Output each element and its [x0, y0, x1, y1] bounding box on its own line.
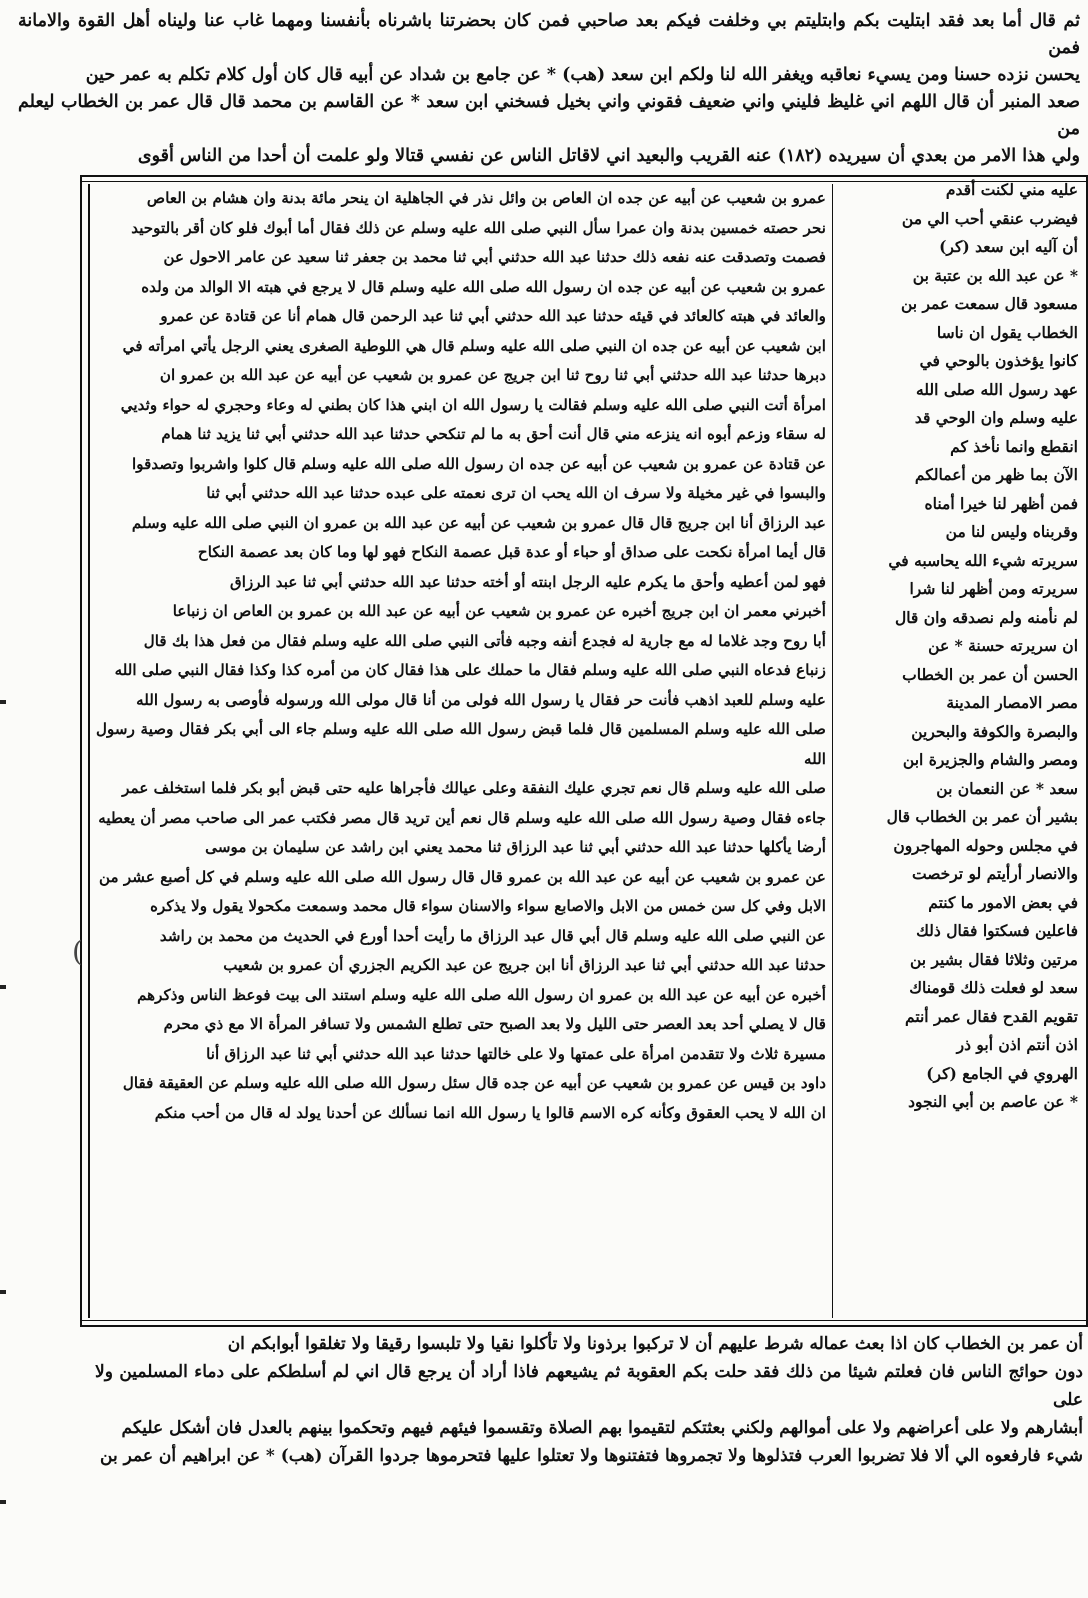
scan-edge-mark	[0, 1290, 6, 1294]
main-line: صلى الله عليه وسلم المسلمين قال فلما قبض رسول الله صلى الله عليه وسلم جاء الى أبي بكر فقال وصية رسول الله	[96, 720, 826, 768]
side-line: * عن عاصم بن أبي النجود	[908, 1092, 1078, 1111]
side-line: لم نأمنه ولم نصدقه وان قال	[894, 607, 1078, 627]
side-line: والانصار أرأيتم لو ترخصت	[911, 864, 1078, 883]
main-line: نحر حصته خمسين بدنة وان عمرا سأل النبي صلى الله عليه وسلم عن ذلك فقال أما أبوك فلو كان أقر بالتوحيد	[131, 218, 826, 237]
main-line: والبسوا في غير مخيلة ولا سرف ان الله يحب ان ترى نعمته على عبده حدثنا عبد الله حدثني أبي ثنا	[206, 484, 826, 502]
main-line: الابل وفي كل سن خمس من الابل والاصابع سواء والاسنان سواء قال محمد وسمعت مكحولا يقول ولا يذكره	[150, 897, 826, 915]
main-line: ابن شعيب عن أبيه عن جده ان النبي صلى الله عليه وسلم قال هي اللوطية الصغرى يعني الرجل يأتي امرأته في	[122, 336, 826, 355]
main-column-text	[88, 184, 833, 1318]
main-line: عمرو بن شعيب عن أبيه عن جده ان العاص بن وائل نذر في الجاهلية ان ينحر مائة بدنة وان هشام بن العاص	[146, 189, 826, 207]
side-line: * عن عبد الله بن عتبة بن	[912, 265, 1078, 285]
scan-edge-mark	[0, 985, 6, 989]
main-line: أخبره عن أبيه عن عبد الله بن عمرو ان رسول الله صلى الله عليه وسلم استند الى بيت فوعظ الناس وذكرهم	[137, 985, 826, 1004]
side-line: في بعض الامور ما كنتم	[928, 892, 1078, 912]
main-line: قال أيما امرأة نكحت على صداق أو حباء أو عدة قبل عصمة النكاح فهو لها وما كان بعد عصمة النكاح	[197, 543, 826, 561]
main-line: له سقاء وزعم أبوه انه ينزعه مني قال أنت أحق به ما لم تنكحي حدثنا عبد الله حدثني أبي ثنا يزيد ثنا همام	[161, 425, 826, 443]
side-line: والبصرة والكوفة والبحرين	[911, 721, 1078, 741]
side-line: الهروي في الجامع (كر)	[926, 1063, 1078, 1083]
side-line: بشير أن عمر بن الخطاب قال	[886, 807, 1078, 826]
side-line: الآن بما ظهر من أعمالكم	[914, 465, 1078, 484]
top-line: يحسن نزده حسنا ومن يسيء نعاقبه ويغفر الله لنا ولكم ابن سعد (هب) * عن جامع بن شداد عن أبيه قال كان أول كلام تكلم به عمر حين	[85, 65, 1080, 85]
side-line: سريرته شيء الله يحاسبه في	[888, 550, 1078, 570]
side-line: مرتين وثلاثا فقال بشير بن	[909, 949, 1078, 969]
bottom-text-block	[95, 1330, 1083, 1470]
main-line: أخبرني معمر ان ابن جريج أخبره عن عمرو بن شعيب عن أبيه عن عبد الله بن عمرو بن العاص ان زنباعا	[172, 602, 826, 620]
main-line: والعائد في هبته كالعائد في قيئه حدثنا عبد الله حدثني أبي ثنا عبد الرحمن قال همام أنا عن قتادة عن عمرو	[160, 307, 826, 325]
main-line: عمرو بن شعيب عن أبيه عن جده ان رسول الله صلى الله عليه وسلم قال لا يرجع في هبته الا الوالد من ولده	[141, 277, 826, 296]
side-line: الحسن أن عمر بن الخطاب	[902, 664, 1078, 684]
side-line: مسعود قال سمعت عمر بن	[900, 294, 1078, 313]
bottom-line: أن عمر بن الخطاب كان اذا بعث عماله شرط عليهم أن لا تركبوا برذونا ولا تأكلوا نقيا ولا تلبسوا رقيقا ولا تغلقوا أبوابكم ان	[227, 1334, 1083, 1354]
side-line: اذن أنتم اذن أبو ذر	[956, 1035, 1078, 1054]
side-line: عليه مني لكنت أقدم	[945, 180, 1078, 199]
main-line: جاءه فقال وصية رسول الله صلى الله عليه وسلم قال نعم أين تريد قال مصر فكتب عمر الى صاحب مصر أن يعطيه	[98, 808, 826, 827]
top-line: ولي هذا الامر من بعدي أن سيريده (١٨٢) عنه القريب والبعيد اني لاقاتل الناس عن نفسي قتالا ولو علمت أن أحدا من الناس أقوى	[137, 146, 1080, 166]
scan-edge-mark	[0, 700, 6, 704]
main-line: مسيرة ثلاث ولا تتقدمن امرأة على عمتها ولا على خالتها حدثنا عبد الله حدثني أبي ثنا عبد الرزاق أنا	[206, 1044, 826, 1063]
side-line: فيضرب عنقي أحب الي من	[901, 208, 1078, 228]
main-line: عن عمرو بن شعيب عن أبيه عن عبد الله بن عمرو قال قال رسول الله صلى الله عليه وسلم في كل أصبع عشر من	[98, 867, 826, 886]
main-line: داود بن قيس عن عمرو بن شعيب عن أبيه عن جده قال سئل رسول الله صلى الله عليه وسلم عن العقيقة فقال	[122, 1074, 826, 1092]
scan-edge-mark	[0, 1500, 6, 1504]
bottom-line: أبشارهم ولا على أعراضهم ولا على أموالهم ولكني بعثتكم لتقيموا بهم الصلاة وتقسموا فيئهم فيهم وتحكموا بينهم بالعدل فان أشكل عليكم	[121, 1418, 1083, 1438]
margin-bracket-mark: (	[72, 935, 83, 968]
side-line: أن آليه ابن سعد (كر)	[939, 237, 1078, 256]
bottom-line: دون حوائج الناس فان فعلتم شيئا من ذلك فقد حلت بكم العقوبة ثم يشيعهم فاذا أراد أن يرجع قال اني لم أسلطكم على دماء المسلمين ولا على	[95, 1362, 1083, 1410]
side-line: تقويم القدح فقال عمر أنتم	[905, 1006, 1078, 1026]
main-line: دبرها حدثنا عبد الله حدثني أبي ثنا روح ثنا ابن جريج عن عمرو بن شعيب عن أبيه عن عبد الله بن عمرو ان	[159, 366, 826, 384]
main-line: حدثنا عبد الله حدثني أبي ثنا عبد الرزاق أنا ابن جريج عن عبد الكريم الجزري أن عمرو بن شعيب	[223, 956, 826, 974]
top-line: صعد المنبر أن قال اللهم اني غليظ فليني واني ضعيف فقوني واني بخيل فسخني ابن سعد * عن القاسم بن محمد قال قال عمر بن الخطاب ليعلم من	[18, 92, 1080, 139]
side-line: سريرته ومن أظهر لنا شرا	[909, 579, 1078, 598]
main-line: عن النبي صلى الله عليه وسلم قال أبي قال عبد الرزاق ما رأيت أحدا أورع في الحديث من محمد بن راشد	[159, 926, 826, 945]
main-line: أرضا يأكلها حدثنا عبد الله حدثني أبي ثنا عبد الرزاق ثنا محمد يعني ابن راشد عن سليمان بن موسى	[205, 838, 826, 856]
side-line: فمن أظهر لنا خيرا أمناه	[924, 493, 1078, 513]
top-line: ثم قال أما بعد فقد ابتليت بكم وابتليتم بي وخلفت فيكم بعد صاحبي فمن كان بحضرتنا باشرناه بأنفسنا ومهما غاب عنا وليناه أهل القوة والامانة فمن	[18, 11, 1080, 58]
main-line: عن قتادة عن عمرو بن شعيب عن أبيه عن جده ان رسول الله صلى الله عليه وسلم قال كلوا واشربوا وتصدقوا	[132, 454, 826, 473]
side-line: ان سريرته حسنة * عن	[928, 636, 1078, 655]
side-line: عهد رسول الله صلى الله	[915, 379, 1078, 399]
main-line: عبد الرزاق أنا ابن جريج قال قال عمرو بن شعيب عن أبيه عن عبد الله بن عمرو ان النبي صلى الله عليه وسلم	[131, 513, 826, 532]
main-line: صلى الله عليه وسلم قال نعم تجري عليك النفقة وعلى عيالك فأجراها عليه حتى قبض أبو بكر فلما استخلف عمر	[122, 779, 826, 797]
side-line: ومصر والشام والجزيرة ابن	[902, 750, 1078, 769]
side-line: كانوا يؤخذون بالوحي في	[919, 351, 1078, 370]
side-line: في مجلس وحوله المهاجرون	[893, 835, 1078, 855]
bottom-line: شيء فارفعوه الي ألا فلا تضربوا العرب فتذلوها ولا تجمروها فتفتنوها ولا تعتلوا عليها فتحرموها جردوا القرآن (هب) * عن ابراهيم أن عمر بن	[100, 1446, 1083, 1466]
side-line: سعد * عن النعمان بن	[936, 778, 1078, 798]
side-line: مصر الامصار المدينة	[946, 693, 1078, 712]
side-column-text	[840, 176, 1078, 1321]
main-line: أبا روح وجد غلاما له مع جارية له فجدع أنفه وجبه فأتى النبي صلى الله عليه وسلم فقال من فعل هذا بك قال	[143, 631, 826, 650]
main-line: عليه وسلم للعبد اذهب فأنت حر فقال يا رسول الله فولى من أنا قال مولى الله ورسوله فأوصى به رسول الله	[136, 690, 826, 709]
main-line: زنباع فدعاه النبي صلى الله عليه وسلم فقال ما حملك على هذا فقال كان من أمره كذا وكذا فقال النبي صلى الله	[114, 661, 826, 679]
main-line: امرأة أتت النبي صلى الله عليه وسلم فقالت يا رسول الله ان ابني هذا كان بطني له وعاء وحجري له حواء وثديي	[120, 395, 826, 414]
top-text-block	[18, 8, 1080, 170]
main-line: فصمت وتصدقت عنه نفعه ذلك حدثنا عبد الله حدثني أبي ثنا محمد بن جعفر ثنا سعيد عن عامر الاحول عن	[163, 248, 826, 266]
main-line: ان الله لا يحب العقوق وكأنه كره الاسم قالوا يا رسول الله انما نسألك عن أحدنا يولد له قال من أحب منكم	[154, 1103, 826, 1122]
side-line: فاعلين فسكتوا فقال ذلك	[916, 921, 1078, 940]
side-line: انقطع وانما نأخذ كم	[950, 436, 1078, 456]
main-line: قال لا يصلي أحد بعد العصر حتى الليل ولا بعد الصبح حتى تطلع الشمس ولا تسافر المرأة الا مع ذي محرم	[163, 1015, 826, 1033]
side-line: عليه وسلم وان الوحي قد	[914, 408, 1078, 427]
side-line: الخطاب يقول ان ناسا	[936, 322, 1078, 342]
side-line: وقربناه وليس لنا من	[945, 522, 1078, 541]
side-line: سعد لو فعلت ذلك قومناك	[909, 978, 1078, 997]
main-line: فهو لمن أعطيه وأحق ما يكرم عليه الرجل ابنته أو أخته حدثنا عبد الله حدثني أبي ثنا عبد الرزاق	[229, 572, 826, 591]
